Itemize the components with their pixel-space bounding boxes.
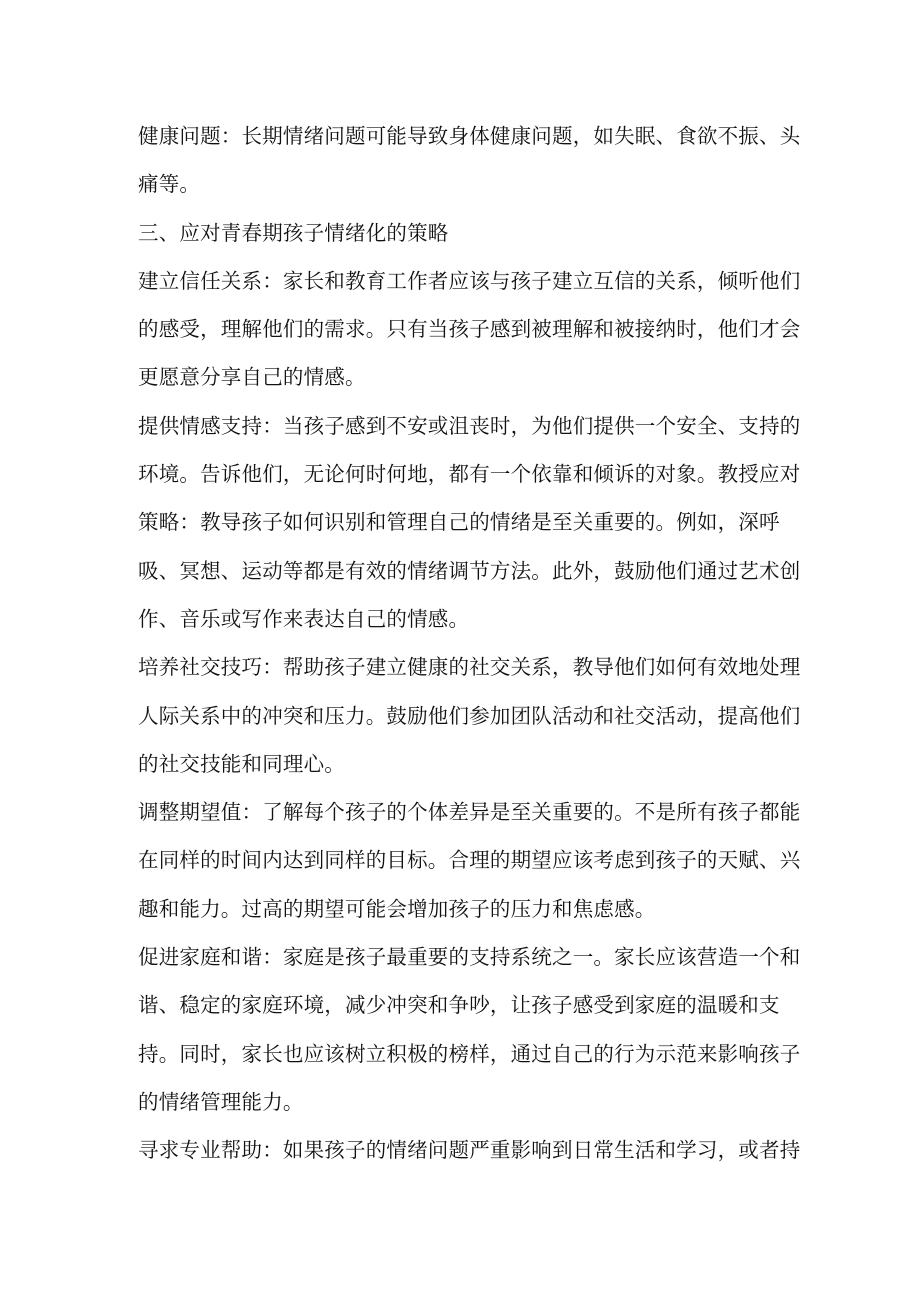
text-line: 的情绪管理能力。 [138,1089,304,1114]
text-line: 吸、冥想、运动等都是有效的情绪调节方法。此外，鼓励他们通过艺术创 [138,558,801,583]
text-line: 策略：教导孩子如何识别和管理自己的情绪是至关重要的。例如，深呼 [138,510,780,535]
text-line: 人际关系中的冲突和压力。鼓励他们参加团队活动和社交活动，提高他们 [138,703,801,728]
text-line: 培养社交技巧：帮助孩子建立健康的社交关系，教导他们如何有效地处理 [138,655,801,680]
text-line: 更愿意分享自己的情感。 [138,365,366,390]
document-body [138,112,801,1175]
text-line: 趣和能力。过高的期望可能会增加孩子的压力和焦虑感。 [138,896,656,921]
text-line: 持。同时，家长也应该树立积极的榜样，通过自己的行为示范来影响孩子 [138,1041,801,1066]
text-line: 调整期望值：了解每个孩子的个体差异是至关重要的。不是所有孩子都能 [138,800,801,825]
text-line: 寻求专业帮助：如果孩子的情绪问题严重影响到日常生活和学习，或者持 [138,1138,801,1163]
text-line: 痛等。 [138,172,201,197]
text-line: 建立信任关系：家长和教育工作者应该与孩子建立互信的关系，倾听他们 [138,268,801,293]
text-line: 作、音乐或写作来表达自己的情感。 [138,606,470,631]
text-line: 的感受，理解他们的需求。只有当孩子感到被理解和被接纳时，他们才会 [138,317,801,342]
text-line: 促进家庭和谐：家庭是孩子最重要的支持系统之一。家长应该营造一个和 [138,945,801,970]
text-line: 的社交技能和同理心。 [138,751,345,776]
text-line: 谐、稳定的家庭环境，减少冲突和争吵，让孩子感受到家庭的温暖和支 [138,993,780,1018]
text-line: 在同样的时间内达到同样的目标。合理的期望应该考虑到孩子的天赋、兴 [138,848,801,873]
text-line: 健康问题：长期情绪问题可能导致身体健康问题，如失眠、食欲不振、头 [138,124,801,148]
text-line: 提供情感支持：当孩子感到不安或沮丧时，为他们提供一个安全、支持的 [138,413,801,438]
text-line: 环境。告诉他们，无论何时何地，都有一个依靠和倾诉的对象。教授应对 [138,462,801,487]
section-heading: 三、应对青春期孩子情绪化的策略 [138,220,449,245]
